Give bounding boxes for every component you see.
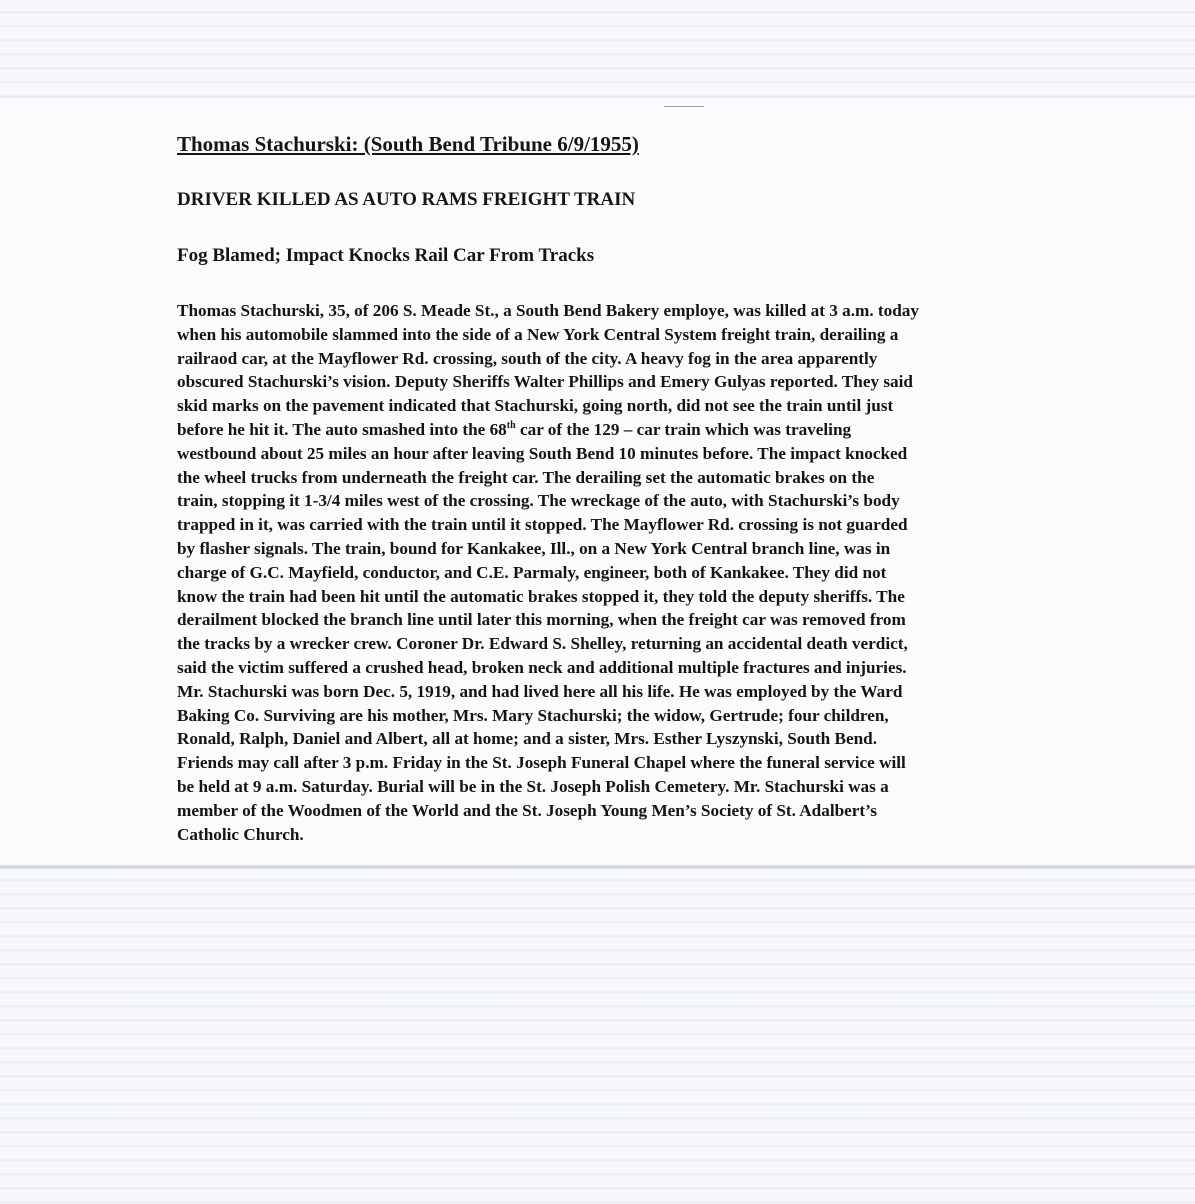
article-line: westbound about 25 miles an hour after leaving South Bend 10 minutes before. The impact knocked — [177, 443, 908, 463]
article-body — [177, 299, 1077, 846]
article-headline: DRIVER KILLED AS AUTO RAMS FREIGHT TRAIN — [177, 189, 636, 210]
article-line-text: car of the 129 – car train which was traveling — [515, 419, 852, 439]
scan-mark — [664, 106, 704, 107]
article-line: Ronald, Ralph, Daniel and Albert, all at home; and a sister, Mrs. Esther Lyszynski, South Bend. — [177, 729, 878, 749]
document-title: Thomas Stachurski: (South Bend Tribune 6/9/1955) — [177, 132, 639, 156]
article-line: trapped in it, was carried with the train until it stopped. The Mayflower Rd. crossing is not guarded — [177, 515, 908, 535]
article-line: derailment blocked the branch line until later this morning, when the freight car was removed from — [177, 610, 906, 630]
article-line: be held at 9 a.m. Saturday. Burial will be in the St. Joseph Polish Cemetery. Mr. Stachurski was a — [177, 776, 889, 796]
article-line: Catholic Church. — [177, 824, 304, 844]
paper-fold-bottom — [0, 864, 1195, 869]
ordinal-superscript: th — [506, 419, 516, 431]
article-line: said the victim suffered a crushed head, broken neck and additional multiple fractures and injuries. — [177, 657, 907, 677]
article-line: Baking Co. Surviving are his mother, Mrs. Mary Stachurski; the widow, Gertrude; four children, — [177, 705, 889, 725]
article-line: the tracks by a wrecker crew. Coroner Dr. Edward S. Shelley, returning an accidental death verdict, — [177, 634, 908, 654]
article-line: Thomas Stachurski, 35, of 206 S. Meade St., a South Bend Bakery employe, was killed at 3 a.m. today — [177, 301, 919, 320]
article-line: skid marks on the pavement indicated that Stachurski, going north, did not see the train until just — [177, 396, 894, 416]
article-line: know the train had been hit until the automatic brakes stopped it, they told the deputy sheriffs. The — [177, 586, 905, 606]
article-line: the wheel trucks from underneath the freight car. The derailing set the automatic brakes on the — [177, 467, 875, 487]
article-line: member of the Woodmen of the World and the St. Joseph Young Men’s Society of St. Adalbert’s — [177, 800, 877, 820]
article-line: obscured Stachurski’s vision. Deputy Sheriffs Walter Phillips and Emery Gulyas reported. They said — [177, 372, 913, 392]
article-line: railraod car, at the Mayflower Rd. crossing, south of the city. A heavy fog in the area apparently — [177, 348, 878, 368]
article-line: by flasher signals. The train, bound for Kankakee, Ill., on a New York Central branch line, was in — [177, 538, 891, 558]
article-line: charge of G.C. Mayfield, conductor, and C.E. Parmaly, engineer, both of Kankakee. They did not — [177, 562, 887, 582]
article-line — [177, 418, 1077, 442]
article-subhead: Fog Blamed; Impact Knocks Rail Car From Tracks — [177, 245, 595, 266]
article-line: train, stopping it 1-3/4 miles west of the crossing. The wreckage of the auto, with Stachurski’s body — [177, 491, 900, 511]
article-line: Friends may call after 3 p.m. Friday in the St. Joseph Funeral Chapel where the funeral service will — [177, 753, 906, 773]
article-line: Mr. Stachurski was born Dec. 5, 1919, and had lived here all his life. He was employed by the Ward — [177, 681, 903, 701]
article-line: when his automobile slammed into the side of a New York Central System freight train, derailing a — [177, 324, 899, 344]
article-line-text: before he hit it. The auto smashed into the 68 — [177, 419, 507, 439]
